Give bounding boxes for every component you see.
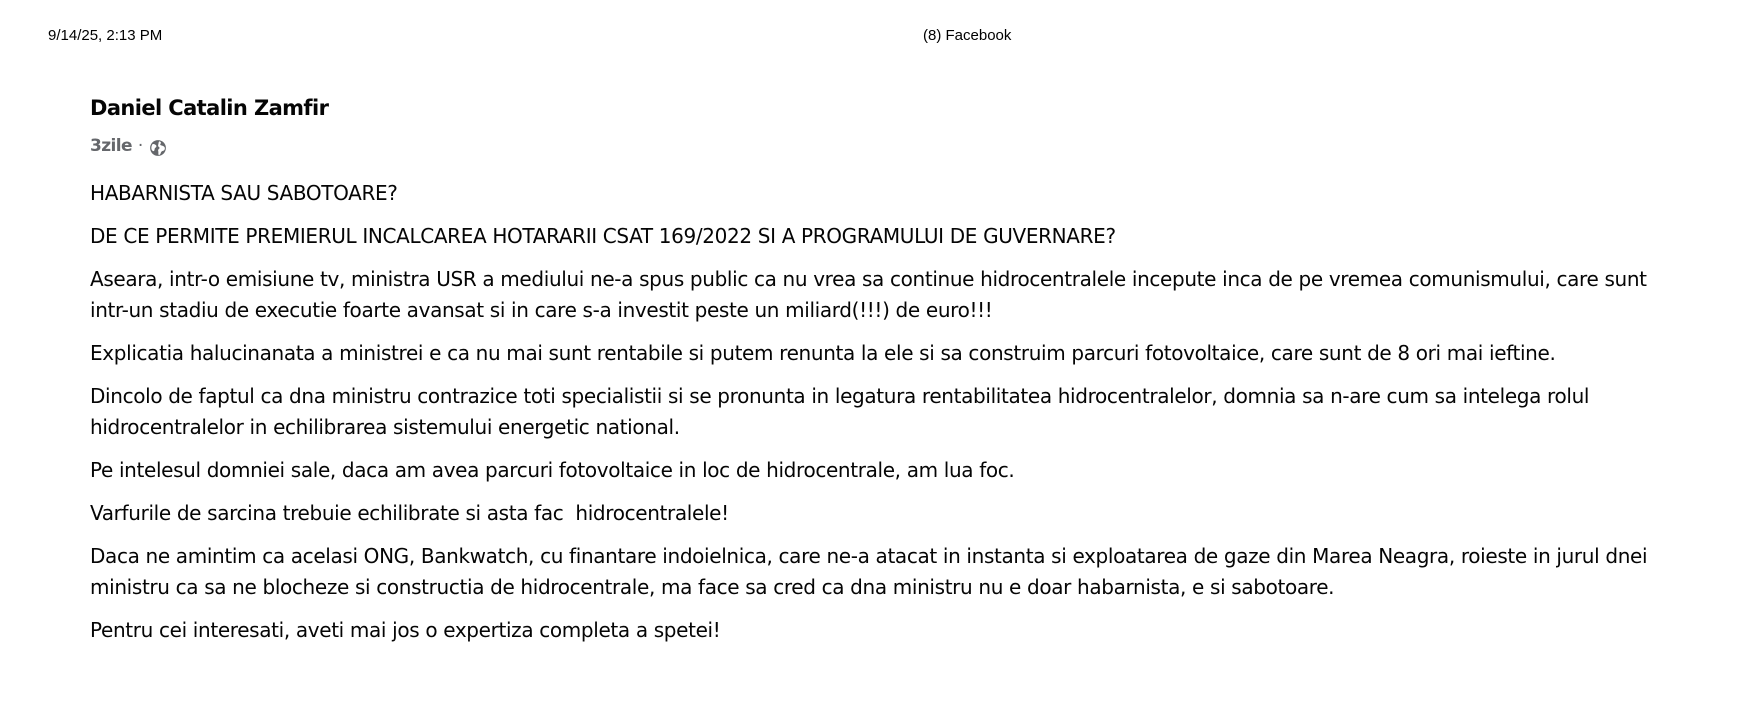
post-paragraph: HABARNISTA SAU SABOTOARE? [90, 181, 398, 205]
facebook-post [90, 94, 1690, 658]
post-body [90, 178, 1690, 646]
print-date: 9/14/25, 2:13 PM [48, 27, 163, 44]
globe-icon[interactable] [149, 139, 167, 157]
post-paragraph: Dincolo de faptul ca dna ministru contrazice toti specialistii si se pronunta in legatura rentabilitatea hidrocentralelor, domnia sa n-are cum sa intelega rolul hidrocentralelor in echilibrarea sistemului energetic national. [90, 384, 1596, 439]
post-paragraph: DE CE PERMITE PREMIERUL INCALCAREA HOTARARII CSAT 169/2022 SI A PROGRAMULUI DE GUVERNARE? [90, 224, 1116, 248]
post-paragraph: Aseara, intr-o emisiune tv, ministra USR a mediului ne-a spus public ca nu vrea sa continue hidrocentralele incepute inca de pe vremea comunismului, care sunt intr-un stadiu de executie foarte avansat si in care s-a investit peste un miliard(!!!) de euro!!! [90, 267, 1653, 322]
post-paragraph: Pentru cei interesati, aveti mai jos o expertiza completa a spetei! [90, 618, 721, 642]
meta-separator: · [137, 136, 143, 156]
print-page-title: (8) Facebook [923, 27, 1012, 44]
print-header [48, 27, 1703, 47]
post-paragraph: Varfurile de sarcina trebuie echilibrate si asta fac hidrocentralele! [90, 501, 729, 525]
post-timestamp[interactable]: 3zile [90, 136, 132, 156]
post-paragraph: Pe intelesul domniei sale, daca am avea parcuri fotovoltaice in loc de hidrocentrale, am lua foc. [90, 458, 1015, 482]
post-meta [90, 136, 1690, 156]
post-paragraph: Explicatia halucinanata a ministrei e ca nu mai sunt rentabile si putem renunta la ele si sa construim parcuri fotovoltaice, care sunt de 8 ori mai ieftine. [90, 341, 1556, 365]
post-author-name[interactable]: Daniel Catalin Zamfir [90, 96, 329, 120]
post-paragraph: Daca ne amintim ca acelasi ONG, Bankwatch, cu finantare indoielnica, care ne-a atacat in instanta si exploatarea de gaze din Marea Neagra, roieste in jurul dnei ministru ca sa ne blocheze si constructia de hidrocentrale, ma face sa cred ca dna ministru nu e doar habarnista, e si sabotoare. [90, 544, 1654, 599]
